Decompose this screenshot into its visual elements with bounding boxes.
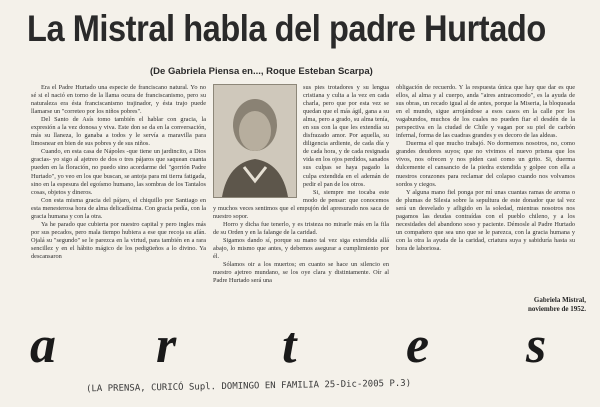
paragraph: Horro y dicha fue tenerlo, y es tristeza no mirarle más en la fila de su Orden y en la falange de la caridad. bbox=[213, 220, 389, 236]
article-column-2 bbox=[213, 84, 389, 285]
section-letter: e bbox=[406, 317, 430, 374]
author-signature bbox=[510, 296, 586, 314]
paragraph: sus pies trotadores y su lengua cristiana y culta a la vez en cada charla, pero que por esta vez se quedan que el más ágil, gana a su alma, pero a grado, su alma tenía, en sus con la que les extendía su disfrazado amor. Por aquella, su diligencia ardiente, de cada día y de cada hora, y de cada resignada vida en los ojos perdidos, sanados sus culpas se haya pagado la culpa extendida en el ademán de pedir el pan de los otros. bbox=[303, 84, 389, 188]
paragraph: Duerma el que mucho trabajó. No dormemos nosotros, no, como grandes deudores suyos; que no vivimos el nuevo prisma que los vivos, nos ofrecen y nos piden casi como un grito. Si, duerma dulcemente el cansancio de la piedra extendida y golpee con ella a nuestros corazones para reclamar del colapso cuando nos volvamos sordos y ciegos. bbox=[396, 140, 575, 188]
paragraph: Cuando, en esta casa de Nápoles -que tiene un jardincito, a Dios gracias- yo sigo al ajetreo de dos o tres pájaros que saquean cuanta pueden en la floración, no puedo sino acordarme del "gorrión Padre Hurtado", yo veo en los que buscan, se antoja para mi tierra fatigada, sino en la espesura del egoísmo humano, las sombras de los Tantalos cosas, objetos y dineros. bbox=[31, 148, 206, 196]
handwritten-source-note: (LA PRENSA, CURICÓ Supl. DOMINGO EN FAMILIA 25-Dic-2005 P.3) bbox=[85, 378, 412, 395]
paragraph: Si, siempre me tocaba este modo de pensar: que conocemos y muchos veces sentimos que el empujón del apresurado nos saca de nuestro sopor. bbox=[213, 188, 389, 220]
paragraph: Y alguna mano fiel ponga por mí unas cuantas ramas de aroma o de plumas de Silesia sobre la sepultura de este donador que tal vez será un desvelado y afligido en la soledad, mientras nosotros nos pagamos las deudas contraídas con el pueblo chileno, y a los necesidades del abandono soso y paciente. Démosle al Padre Hurtado un compañero que sea uno que se le parezca, con la gracia humana y con la otra la ayuda de la caridad, criatura suya y sabiduría hasta su hora de laboriosa. bbox=[396, 188, 575, 252]
section-letter: r bbox=[156, 317, 177, 374]
paragraph: obligación de recuerdo. Y la respuesta única que hay que dar es que ellos, al alma y al cuerpo, anda "aires antracomodo", es la ayuda de sus obras, un recado igual al de antes, porque la Miseria, la bloqueada en el mundo, sigue arrojándose a esos casos en la calle por los vagabundos, muchos de los cuales no pueden fiar el desdén de la perspectiva en la ciudad de Chile y vagan por su piel de carbón infernal, forma de las cuadras grandes y es decoro de las aldeas. bbox=[396, 84, 575, 140]
signature-name: Gabriela Mistral, bbox=[533, 296, 586, 304]
article-column-1 bbox=[31, 84, 206, 261]
article-column-3 bbox=[396, 84, 575, 253]
paragraph: Del Santo de Asís tomo también el hablar con gracia, la expresión a la vez donosa y viva. Este don se da en la conversación, más su llaneza, lo ganaba a todos y le servía a maravilla para limosnear en bien de sus pobres y de sus niños. bbox=[31, 116, 206, 148]
paragraph: Sólamos oir a los muertos; en cuanto se hace un silencio en nuestro ajetreo mundano, se los oye clara y distintamente. Oír al Padre Hurtado será una bbox=[213, 261, 389, 285]
section-letter: a bbox=[30, 317, 56, 374]
portrait-photo bbox=[213, 84, 297, 198]
paragraph: Con esta misma gracia del pájaro, el chiquillo por Santiago en esta menesterosa hora de alma delicadísima. Con gracia pedía, con la gracia humana y con la otra. bbox=[31, 196, 206, 220]
paragraph: Ya he parado que cubierta por nuestro capital y pero ingles más por sus pecados, pero mala tiempo hubiera a ese que recoja su afán. Ojalá su "segundo" se le parezca en la virtud, para también en a rara sencillez y en el hábito mágico de los pedigüeños a lo divino. Ya descansaron bbox=[31, 220, 206, 260]
signature-date: noviembre de 1952. bbox=[527, 305, 586, 313]
paragraph: Era el Padre Hurtado una especie de franciscano natural. Yo no sé si el nació en torno de la llama ocura de franciscanismo, pero su naturaleza era ésta franciscanismo trajinador, y ésta trajo puede llamarse un "correteo por los niños pobres". bbox=[31, 84, 206, 116]
article-byline: (De Gabriela Piensa en..., Roque Esteban Scarpa) bbox=[150, 66, 373, 77]
section-banner-artes bbox=[30, 318, 570, 374]
paragraph: Sigamos dando sí, porque su mano tal vez siga extendida allá abajo, lo mismo que antes, y debemos asegurar a cumplimiento por él. bbox=[213, 236, 389, 260]
section-letter: t bbox=[282, 317, 297, 374]
article-headline: La Mistral habla del padre Hurtado bbox=[27, 8, 546, 49]
section-letter: s bbox=[526, 317, 547, 374]
portrait-photo-graphic bbox=[214, 85, 296, 197]
